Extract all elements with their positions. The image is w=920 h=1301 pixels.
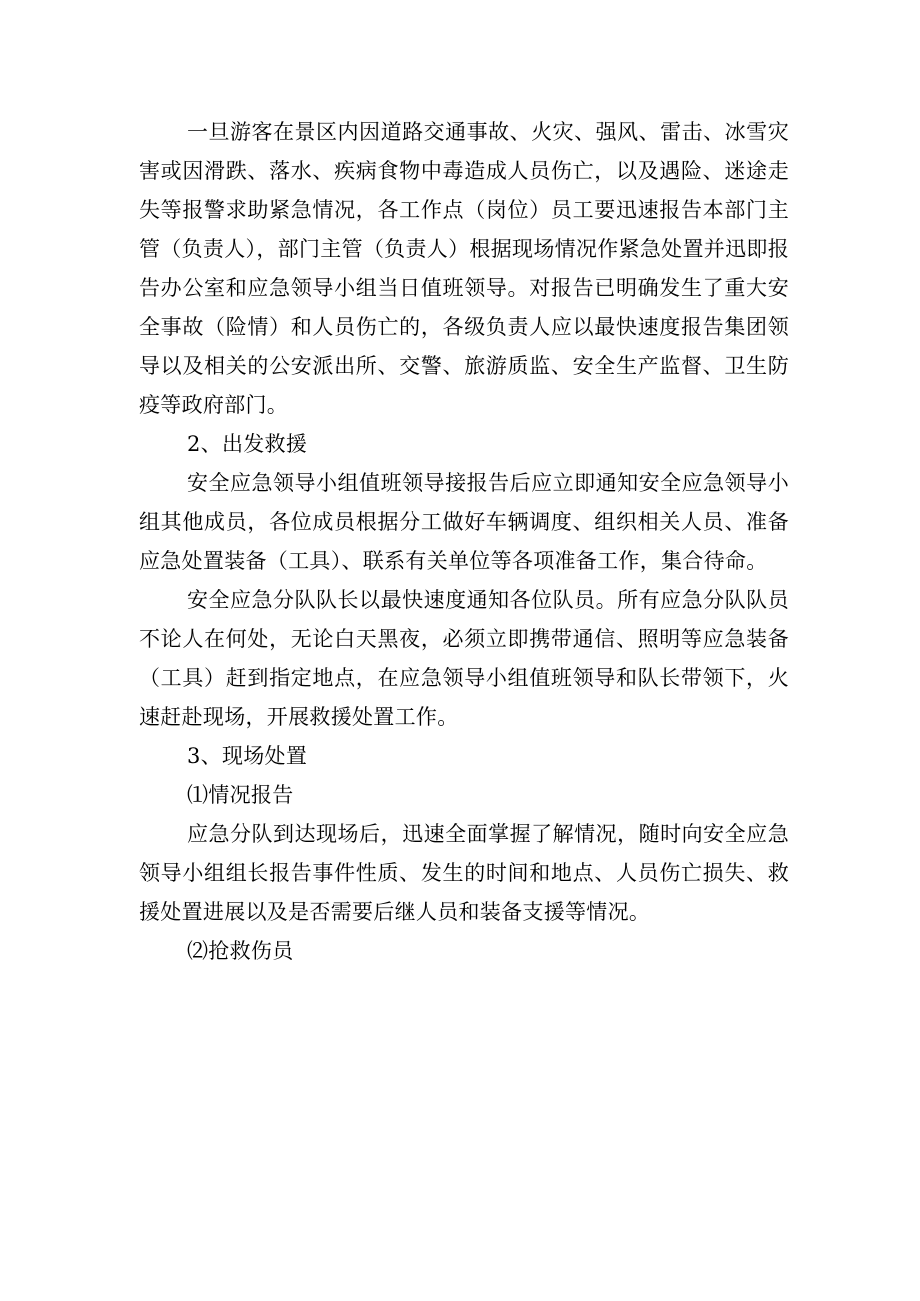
heading-situation-report: ⑴情况报告 [187, 783, 294, 807]
paragraph-leader-notification: 安全应急领导小组值班领导接报告后应立即通知安全应急领导小组其他成员，各位成员根据分工做好车辆调度、组织相关人员、准备应急处置装备（工具）、联系有关单位等各项准备工作，集合待命。 [139, 471, 789, 573]
heading-rescue-dispatch: 2、出发救援 [187, 432, 308, 456]
document-body [139, 113, 789, 971]
paragraph-situation-report: 应急分队到达现场后，迅速全面掌握了解情况，随时向安全应急领导小组组长报告事件性质、发生的时间和地点、人员伤亡损失、救援处置进展以及是否需要后继人员和装备支援等情况。 [139, 822, 789, 924]
heading-rescue-injured: ⑵抢救伤员 [187, 939, 294, 963]
heading-onsite-handling: 3、现场处置 [187, 744, 308, 768]
paragraph-incident-reporting: 一旦游客在景区内因道路交通事故、火灾、强风、雷击、冰雪灾害或因滑跌、落水、疾病食物中毒造成人员伤亡，以及遇险、迷途走失等报警求助紧急情况，各工作点（岗位）员工要迅速报告本部门主管（负责人），部门主管（负责人）根据现场情况作紧急处置并迅即报告办公室和应急领导小组当日值班领导。对报告已明确发生了重大安全事故（险情）和人员伤亡的，各级负责人应以最快速度报告集团领导以及相关的公安派出所、交警、旅游质监、安全生产监督、卫生防疫等政府部门。 [139, 120, 789, 417]
paragraph-team-mobilization: 安全应急分队队长以最快速度通知各位队员。所有应急分队队员不论人在何处，无论白天黑夜，必须立即携带通信、照明等应急装备（工具）赶到指定地点，在应急领导小组值班领导和队长带领下，火速赶赴现场，开展救援处置工作。 [139, 588, 789, 729]
